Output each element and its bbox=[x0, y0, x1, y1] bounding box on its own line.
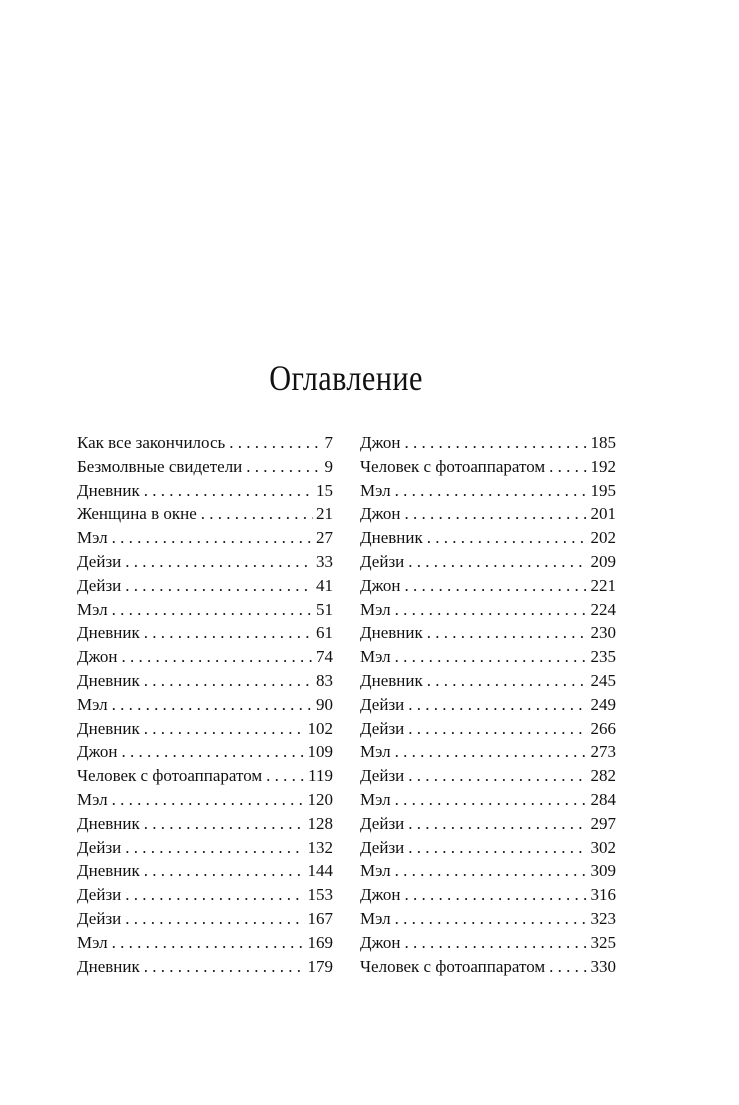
toc-entry-page-number: 120 bbox=[307, 789, 333, 809]
toc-entry-page-number: 119 bbox=[308, 766, 333, 786]
toc-entry-title: Дневник bbox=[77, 956, 140, 976]
toc-entry-title: Джон bbox=[360, 885, 401, 905]
toc-dot-leader bbox=[395, 598, 588, 622]
toc-entry-title: Дневник bbox=[77, 861, 140, 881]
toc-entry-title: Дейзи bbox=[360, 766, 405, 786]
toc-entry-title: Дейзи bbox=[77, 885, 122, 905]
toc-entry-title: Дневник bbox=[77, 670, 140, 690]
toc-entry bbox=[360, 526, 616, 550]
toc-entry bbox=[360, 693, 616, 717]
toc-entry bbox=[360, 788, 616, 812]
toc-entry-page-number: 144 bbox=[307, 861, 333, 881]
toc-entry bbox=[77, 550, 333, 574]
toc-entry-page-number: 235 bbox=[590, 647, 616, 667]
toc-entry-title: Человек с фотоаппаратом bbox=[77, 766, 263, 786]
toc-dot-leader bbox=[125, 550, 313, 574]
toc-entry-title: Мэл bbox=[77, 694, 108, 714]
toc-entry-page-number: 309 bbox=[590, 861, 616, 881]
toc-dot-leader bbox=[395, 479, 588, 503]
toc-entry-page-number: 201 bbox=[590, 504, 616, 524]
toc-entry bbox=[360, 764, 616, 788]
toc-entry-title: Дневник bbox=[77, 480, 140, 500]
toc-entry bbox=[360, 812, 616, 836]
toc-entry bbox=[360, 669, 616, 693]
toc-entry-page-number: 249 bbox=[590, 694, 616, 714]
toc-entry-page-number: 153 bbox=[307, 885, 333, 905]
toc-dot-leader bbox=[395, 907, 588, 931]
toc-entry bbox=[77, 598, 333, 622]
toc-entry bbox=[77, 621, 333, 645]
toc-entry-page-number: 282 bbox=[590, 766, 616, 786]
toc-entry bbox=[77, 502, 333, 526]
toc-dot-leader bbox=[144, 717, 305, 741]
toc-entry-title: Дейзи bbox=[360, 551, 405, 571]
toc-entry-page-number: 284 bbox=[590, 789, 616, 809]
toc-entry-title: Человек с фотоаппаратом bbox=[360, 956, 546, 976]
toc-dot-leader bbox=[408, 764, 587, 788]
toc-entry-page-number: 132 bbox=[307, 837, 333, 857]
toc-entry-page-number: 51 bbox=[316, 599, 333, 619]
toc-entry bbox=[360, 431, 616, 455]
toc-dot-leader bbox=[144, 621, 313, 645]
toc-entry bbox=[77, 812, 333, 836]
toc-entry-title: Мэл bbox=[360, 742, 391, 762]
toc-entry-page-number: 195 bbox=[590, 480, 616, 500]
toc-entry-title: Дейзи bbox=[360, 837, 405, 857]
toc-entry bbox=[360, 574, 616, 598]
toc-entry-page-number: 325 bbox=[590, 932, 616, 952]
toc-entry-page-number: 27 bbox=[316, 528, 333, 548]
toc-entry bbox=[360, 479, 616, 503]
toc-entry bbox=[77, 764, 333, 788]
toc-entry-page-number: 323 bbox=[590, 908, 616, 928]
toc-entry bbox=[77, 574, 333, 598]
toc-entry-page-number: 179 bbox=[307, 956, 333, 976]
toc-dot-leader bbox=[408, 550, 587, 574]
toc-dot-leader bbox=[395, 859, 588, 883]
toc-entry-page-number: 330 bbox=[590, 956, 616, 976]
toc-dot-leader bbox=[125, 907, 304, 931]
toc-dot-leader bbox=[408, 717, 587, 741]
toc-dot-leader bbox=[122, 740, 305, 764]
toc-entry bbox=[360, 645, 616, 669]
toc-dot-leader bbox=[395, 740, 588, 764]
toc-dot-leader bbox=[125, 836, 304, 860]
toc-entry bbox=[77, 907, 333, 931]
toc-entry-page-number: 185 bbox=[590, 433, 616, 452]
toc-entry-title: Джон bbox=[360, 932, 401, 952]
toc-column-right bbox=[360, 431, 616, 978]
toc-entry-title: Дневник bbox=[360, 623, 423, 643]
toc-entry bbox=[360, 455, 616, 479]
toc-dot-leader bbox=[112, 526, 313, 550]
toc-dot-leader bbox=[408, 693, 587, 717]
toc-entry-page-number: 302 bbox=[590, 837, 616, 857]
toc-entry-title: Дейзи bbox=[77, 908, 122, 928]
page-title: Оглавление bbox=[269, 358, 423, 398]
toc-entry-title: Джон bbox=[360, 575, 401, 595]
toc-entry-title: Дейзи bbox=[360, 694, 405, 714]
toc-entry bbox=[77, 883, 333, 907]
toc-entry-page-number: 15 bbox=[316, 480, 333, 500]
toc-entry-page-number: 230 bbox=[590, 623, 616, 643]
toc-entry-title: Мэл bbox=[360, 647, 391, 667]
toc-entry-title: Дейзи bbox=[77, 551, 122, 571]
toc-dot-leader bbox=[246, 455, 321, 479]
toc-entry-page-number: 167 bbox=[307, 908, 333, 928]
toc-entry bbox=[77, 526, 333, 550]
toc-dot-leader bbox=[395, 645, 588, 669]
toc-entry-title: Мэл bbox=[360, 908, 391, 928]
toc-dot-leader bbox=[229, 431, 321, 455]
toc-entry-page-number: 192 bbox=[590, 456, 616, 476]
toc-entry bbox=[360, 717, 616, 741]
toc-entry-title: Дневник bbox=[360, 670, 423, 690]
toc-entry bbox=[360, 955, 616, 979]
toc-entry-page-number: 9 bbox=[324, 456, 333, 476]
toc-entry-page-number: 74 bbox=[316, 647, 333, 667]
toc-entry bbox=[360, 502, 616, 526]
toc-entry bbox=[77, 693, 333, 717]
toc-entry bbox=[77, 740, 333, 764]
toc-entry-title: Безмолвные свидетели bbox=[77, 456, 243, 476]
toc-dot-leader bbox=[549, 955, 587, 979]
toc-entry-title: Джон bbox=[77, 647, 118, 667]
toc-entry-title: Мэл bbox=[360, 599, 391, 619]
toc-entry bbox=[360, 621, 616, 645]
toc-entry-page-number: 90 bbox=[316, 694, 333, 714]
toc-entry-title: Дейзи bbox=[360, 813, 405, 833]
toc-dot-leader bbox=[112, 693, 313, 717]
toc-entry bbox=[77, 431, 333, 455]
toc-entry-title: Человек с фотоаппаратом bbox=[360, 456, 546, 476]
toc-dot-leader bbox=[408, 812, 587, 836]
toc-dot-leader bbox=[549, 455, 587, 479]
toc-entry-page-number: 273 bbox=[590, 742, 616, 762]
toc-entry bbox=[360, 907, 616, 931]
toc-entry-title: Дневник bbox=[360, 528, 423, 548]
toc-dot-leader bbox=[112, 598, 313, 622]
toc-entry-page-number: 202 bbox=[590, 528, 616, 548]
toc-dot-leader bbox=[266, 764, 305, 788]
toc-dot-leader bbox=[144, 479, 313, 503]
toc-entry bbox=[77, 455, 333, 479]
toc-entry bbox=[77, 645, 333, 669]
toc-dot-leader bbox=[112, 788, 305, 812]
toc-dot-leader bbox=[144, 812, 305, 836]
toc-dot-leader bbox=[122, 645, 313, 669]
toc-entry-page-number: 209 bbox=[590, 551, 616, 571]
toc-entry-title: Джон bbox=[360, 504, 401, 524]
toc-entry bbox=[77, 717, 333, 741]
toc-entry-title: Мэл bbox=[77, 599, 108, 619]
toc-entry-page-number: 245 bbox=[590, 670, 616, 690]
toc-entry-title: Джон bbox=[77, 742, 118, 762]
toc-entry-title: Мэл bbox=[77, 528, 108, 548]
toc-dot-leader bbox=[405, 574, 588, 598]
toc-dot-leader bbox=[125, 574, 313, 598]
toc-entry-page-number: 7 bbox=[324, 433, 333, 452]
toc-dot-leader bbox=[395, 788, 588, 812]
toc-entry-page-number: 297 bbox=[590, 813, 616, 833]
toc-dot-leader bbox=[144, 669, 313, 693]
toc-entry-title: Мэл bbox=[360, 861, 391, 881]
toc-entry-title: Дейзи bbox=[360, 718, 405, 738]
toc-entry bbox=[360, 550, 616, 574]
toc-entry-title: Женщина в окне bbox=[77, 504, 197, 524]
toc-entry-page-number: 221 bbox=[590, 575, 616, 595]
toc-dot-leader bbox=[427, 669, 588, 693]
toc-entry-title: Дейзи bbox=[77, 837, 122, 857]
toc-dot-leader bbox=[112, 931, 305, 955]
toc-dot-leader bbox=[144, 955, 305, 979]
toc-dot-leader bbox=[405, 502, 588, 526]
toc-entry bbox=[77, 931, 333, 955]
toc-dot-leader bbox=[427, 621, 588, 645]
toc-dot-leader bbox=[408, 836, 587, 860]
toc-dot-leader bbox=[125, 883, 304, 907]
toc-entry bbox=[360, 931, 616, 955]
toc-dot-leader bbox=[427, 526, 588, 550]
toc-entry bbox=[77, 859, 333, 883]
toc-entry-title: Дневник bbox=[77, 623, 140, 643]
toc-entry-title: Дейзи bbox=[77, 575, 122, 595]
toc-entry bbox=[77, 788, 333, 812]
toc-entry-page-number: 33 bbox=[316, 551, 333, 571]
toc-entry-page-number: 61 bbox=[316, 623, 333, 643]
toc-column-left bbox=[77, 431, 333, 978]
toc-entry bbox=[77, 479, 333, 503]
toc-dot-leader bbox=[201, 502, 313, 526]
toc-entry-page-number: 109 bbox=[307, 742, 333, 762]
toc-entry-page-number: 316 bbox=[590, 885, 616, 905]
toc-entry-title: Мэл bbox=[77, 789, 108, 809]
toc-entry bbox=[360, 598, 616, 622]
toc-entry-page-number: 102 bbox=[307, 718, 333, 738]
toc-entry-page-number: 41 bbox=[316, 575, 333, 595]
toc-entry bbox=[360, 883, 616, 907]
toc-entry-title: Мэл bbox=[360, 789, 391, 809]
toc-entry bbox=[360, 836, 616, 860]
toc-entry-page-number: 169 bbox=[307, 932, 333, 952]
toc-entry bbox=[77, 836, 333, 860]
toc-entry-title: Мэл bbox=[360, 480, 391, 500]
toc-entry bbox=[360, 740, 616, 764]
toc-entry-title: Дневник bbox=[77, 718, 140, 738]
toc-entry-page-number: 21 bbox=[316, 504, 333, 524]
toc-dot-leader bbox=[405, 431, 588, 455]
toc-entry-page-number: 224 bbox=[590, 599, 616, 619]
toc-entry bbox=[360, 859, 616, 883]
toc-entry-title: Мэл bbox=[77, 932, 108, 952]
toc-entry bbox=[77, 669, 333, 693]
toc-entry-page-number: 266 bbox=[590, 718, 616, 738]
toc-entry bbox=[77, 955, 333, 979]
toc-entry-title: Джон bbox=[360, 433, 401, 452]
toc-entry-title: Как все закончилось bbox=[77, 433, 226, 452]
toc-entry-title: Дневник bbox=[77, 813, 140, 833]
toc-dot-leader bbox=[144, 859, 305, 883]
toc-dot-leader bbox=[405, 883, 588, 907]
toc-dot-leader bbox=[405, 931, 588, 955]
toc-entry-page-number: 83 bbox=[316, 670, 333, 690]
toc-entry-page-number: 128 bbox=[307, 813, 333, 833]
